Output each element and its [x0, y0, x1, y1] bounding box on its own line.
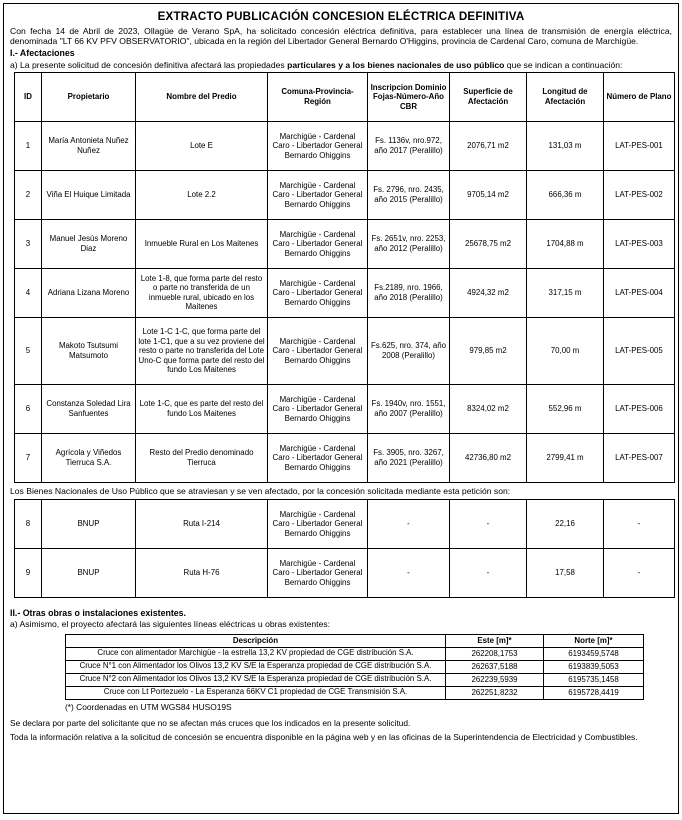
header-id: ID: [15, 72, 42, 121]
table-row: [15, 219, 675, 268]
cell-norte: 6195728,4419: [544, 686, 644, 699]
cell-inscripcion: Fs. 2796, nro. 2435, año 2015 (Peralillo): [368, 170, 450, 219]
cell-inscripcion: Fs. 1940v, nro. 1551, año 2007 (Peralillo): [368, 384, 450, 433]
section-2-paragraph-a: a) Asimismo, el proyecto afectará las siguientes líneas eléctricas u obras existentes:: [10, 619, 331, 630]
cell-norte: 6195735,1458: [544, 673, 644, 686]
cell-plano: -: [604, 500, 675, 549]
cell-owner: María Antonieta Nuñez Nuñez: [42, 121, 136, 170]
table-row: [66, 647, 644, 660]
cell-superficie: -: [450, 500, 527, 549]
table-row: [15, 549, 675, 598]
table-row: [66, 673, 644, 686]
cell-plano: LAT-PES-006: [604, 384, 675, 433]
cell-longitud: 22,16: [527, 500, 604, 549]
cell-plano: LAT-PES-002: [604, 170, 675, 219]
cell-longitud: 131,03 m: [527, 121, 604, 170]
cell-owner: Agrícola y Viñedos Tierruca S.A.: [42, 433, 136, 482]
cell-plano: LAT-PES-003: [604, 219, 675, 268]
notice-title: EXTRACTO PUBLICACIÓN CONCESION ELÉCTRICA DEFINITIVA: [157, 10, 525, 23]
cell-plano: LAT-PES-005: [604, 317, 675, 384]
cell-este: 262239,5939: [446, 673, 544, 686]
para-a-bold: particulares y a los bienes nacionales de uso público: [287, 59, 505, 70]
cell-comuna: Marchigüe - Cardenal Caro - Libertador General Bernardo Ohiggins: [268, 219, 368, 268]
table-row: [15, 317, 675, 384]
cell-longitud: 666,36 m: [527, 170, 604, 219]
cell-inscripcion: Fs. 2651v, nro. 2253, año 2012 (Peralillo): [368, 219, 450, 268]
table-header-row: [15, 72, 675, 121]
cell-comuna: Marchigüe - Cardenal Caro - Libertador General Bernardo Ohiggins: [268, 433, 368, 482]
section-1-paragraph-a: [10, 60, 672, 70]
cell-inscripcion: -: [368, 549, 450, 598]
cell-plano: LAT-PES-007: [604, 433, 675, 482]
table-row: [15, 384, 675, 433]
bnup-intro: Los Bienes Nacionales de Uso Público que se atraviesan y se ven afectado, por la concesión solicitada mediante esta petición son:: [10, 485, 511, 496]
cell-plano: LAT-PES-004: [604, 268, 675, 317]
cell-longitud: 1704,88 m: [527, 219, 604, 268]
table-row: [15, 170, 675, 219]
cell-inscripcion: Fs.2189, nro. 1966, año 2018 (Peralillo): [368, 268, 450, 317]
header-plano: Número de Plano: [604, 72, 675, 121]
cell-descripcion: Cruce N°1 con Alimentador los Olivos 13,2 KV S/E la Esperanza propiedad de CGE distribución S.A.: [66, 660, 446, 673]
table-header-row: [66, 634, 644, 647]
cell-longitud: 2799,41 m: [527, 433, 604, 482]
cell-descripcion: Cruce con alimentador Marchigüe - la estrella 13,2 KV propiedad de CGE distribución S.A.: [66, 647, 446, 660]
header-predio: Nombre del Predio: [136, 72, 268, 121]
cell-predio: Lote 2.2: [136, 170, 268, 219]
cell-superficie: 42736,80 m2: [450, 433, 527, 482]
cell-comuna: Marchigüe - Cardenal Caro - Libertador General Bernardo Ohiggins: [268, 170, 368, 219]
cell-owner: Viña El Huique Limitada: [42, 170, 136, 219]
cell-owner: BNUP: [42, 549, 136, 598]
cell-inscripcion: Fs.625, nro. 374, año 2008 (Peralillo): [368, 317, 450, 384]
cell-owner: BNUP: [42, 500, 136, 549]
cell-id: 9: [15, 549, 42, 598]
para-a-post: que se indican a continuación:: [504, 59, 623, 70]
cell-superficie: 25678,75 m2: [450, 219, 527, 268]
cell-comuna: Marchigüe - Cardenal Caro - Libertador General Bernardo Ohiggins: [268, 500, 368, 549]
header-longitud: Longitud de Afectación: [527, 72, 604, 121]
section-1-heading: I.- Afectaciones: [10, 48, 75, 59]
cell-owner: Adriana Lizana Moreno: [42, 268, 136, 317]
information-availability-text: Toda la información relativa a la solicitud de concesión se encuentra disponible en la página web y en las oficinas de la Superintendencia de Electricidad y Combustibles.: [10, 732, 638, 743]
cell-inscripcion: Fs. 1136v, nro.972, año 2017 (Peralillo): [368, 121, 450, 170]
cell-id: 5: [15, 317, 42, 384]
cell-id: 8: [15, 500, 42, 549]
table-row: [15, 121, 675, 170]
affected-properties-table: [14, 72, 675, 483]
cell-comuna: Marchigüe - Cardenal Caro - Libertador General Bernardo Ohiggins: [268, 384, 368, 433]
table-row: [15, 268, 675, 317]
header-superficie: Superficie de Afectación: [450, 72, 527, 121]
header-inscripcion: Inscripcion Dominio Fojas-Número-Año CBR: [368, 72, 450, 121]
cell-superficie: 4924,32 m2: [450, 268, 527, 317]
cell-owner: Manuel Jesús Moreno Diaz: [42, 219, 136, 268]
coordinates-note: (*) Coordenadas en UTM WGS84 HUSO19S: [65, 701, 232, 712]
cell-id: 3: [15, 219, 42, 268]
header-este: Este [m]*: [446, 634, 544, 647]
cell-predio: Ruta I-214: [136, 500, 268, 549]
cell-este: 262637,5188: [446, 660, 544, 673]
cell-longitud: 552,96 m: [527, 384, 604, 433]
cell-predio: Lote 1-C, que es parte del resto del fundo Los Maitenes: [136, 384, 268, 433]
cell-este: 262251,8232: [446, 686, 544, 699]
cell-comuna: Marchigüe - Cardenal Caro - Libertador General Bernardo Ohiggins: [268, 549, 368, 598]
section-2-heading: II.- Otras obras o instalaciones existentes.: [10, 608, 187, 619]
publication-notice: [3, 3, 679, 814]
para-a-pre: a) La presente solicitud de concesión definitiva afectará las propiedades: [10, 59, 288, 70]
cell-predio: Ruta H-76: [136, 549, 268, 598]
cell-este: 262208,1753: [446, 647, 544, 660]
cell-owner: Makoto Tsutsumi Matsumoto: [42, 317, 136, 384]
cell-longitud: 17,58: [527, 549, 604, 598]
cell-superficie: 9705,14 m2: [450, 170, 527, 219]
cell-plano: -: [604, 549, 675, 598]
cell-inscripcion: -: [368, 500, 450, 549]
cell-comuna: Marchigüe - Cardenal Caro - Libertador General Bernardo Ohiggins: [268, 121, 368, 170]
declaration-text: Se declara por parte del solicitante que no se afectan más cruces que los indicados en la presente solicitud.: [10, 717, 411, 728]
table-row: [15, 500, 675, 549]
cell-predio: Lote E: [136, 121, 268, 170]
cell-superficie: 8324,02 m2: [450, 384, 527, 433]
cell-predio: Lote 1-C 1-C, que forma parte del lote 1-C1, que a su vez proviene del resto o parte no transferida del Lote Uno-C que forma parte del resto del fundo Los Maitenes: [136, 317, 268, 384]
cell-comuna: Marchigüe - Cardenal Caro - Libertador General Bernardo Ohiggins: [268, 268, 368, 317]
header-owner: Propietario: [42, 72, 136, 121]
cell-longitud: 70,00 m: [527, 317, 604, 384]
cell-superficie: 2076,71 m2: [450, 121, 527, 170]
header-descripcion: Descripción: [66, 634, 446, 647]
cell-owner: Constanza Soledad Lira Sanfuentes: [42, 384, 136, 433]
cell-descripcion: Cruce con Lt Portezuelo - La Esperanza 66KV C1 propiedad de CGE Transmisión S.A.: [66, 686, 446, 699]
cell-id: 7: [15, 433, 42, 482]
cell-id: 1: [15, 121, 42, 170]
cell-superficie: 979,85 m2: [450, 317, 527, 384]
cell-inscripcion: Fs. 3905, nro. 3267, año 2021 (Peralillo): [368, 433, 450, 482]
cell-plano: LAT-PES-001: [604, 121, 675, 170]
cell-norte: 6193459,5748: [544, 647, 644, 660]
cell-descripcion: Cruce N°2 con Alimentador los Olivos 13,2 KV S/E la Esperanza propiedad de CGE distribución S.A.: [66, 673, 446, 686]
header-norte: Norte [m]*: [544, 634, 644, 647]
cell-superficie: -: [450, 549, 527, 598]
cell-predio: Inmueble Rural en Los Maitenes: [136, 219, 268, 268]
bnup-table: [14, 499, 675, 598]
cell-id: 4: [15, 268, 42, 317]
table-row: [15, 433, 675, 482]
cell-longitud: 317,15 m: [527, 268, 604, 317]
cell-predio: Resto del Predio denominado Tierruca: [136, 433, 268, 482]
table-row: [66, 686, 644, 699]
table-row: [66, 660, 644, 673]
cell-comuna: Marchigüe - Cardenal Caro - Libertador General Bernardo Ohiggins: [268, 317, 368, 384]
cell-id: 2: [15, 170, 42, 219]
cell-predio: Lote 1-8, que forma parte del resto o parte no transferida de un inmueble rural, ubicado en los Maitenes: [136, 268, 268, 317]
existing-works-table: [65, 634, 644, 700]
cell-norte: 6193839,5053: [544, 660, 644, 673]
intro-paragraph: Con fecha 14 de Abril de 2023, Ollagüe de Verano SpA, ha solicitado concesión eléctrica definitiva, para establecer una línea de transmisión de energía eléctrica, denominada "LT 66 KV PFV OBSERVATORIO", ubicada en la región del Libertador General Bernardo O'Higgins, provincia de Cardenal Caro, comuna de Marchigüe.: [10, 25, 672, 46]
header-comuna: Comuna-Provincia-Región: [268, 72, 368, 121]
cell-id: 6: [15, 384, 42, 433]
